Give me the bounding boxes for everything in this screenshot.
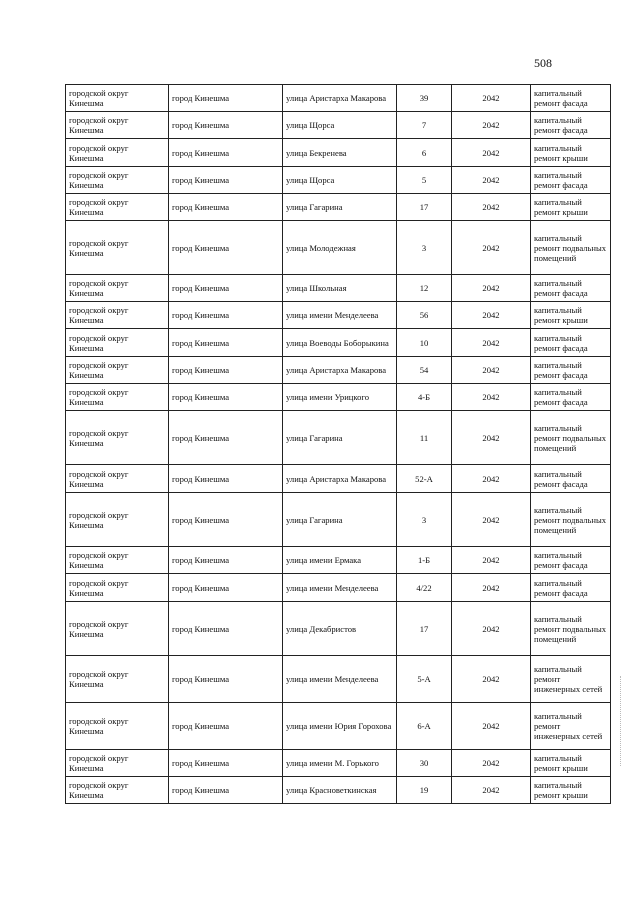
- cell-house-number: 30: [397, 750, 452, 777]
- table-row: [66, 357, 611, 384]
- cell-planned-year: 2042: [452, 656, 531, 703]
- cell-street: улица Гагарина: [283, 493, 397, 547]
- cell-settlement: город Кинешма: [169, 493, 283, 547]
- cell-work-type: капитальный ремонт инженерных сетей: [531, 656, 611, 703]
- table-row: [66, 493, 611, 547]
- table-row: [66, 465, 611, 493]
- cell-planned-year: 2042: [452, 411, 531, 465]
- cell-work-type: капитальный ремонт фасада: [531, 85, 611, 112]
- cell-planned-year: 2042: [452, 221, 531, 275]
- cell-house-number: 7: [397, 112, 452, 139]
- cell-planned-year: 2042: [452, 194, 531, 221]
- cell-settlement: город Кинешма: [169, 302, 283, 329]
- cell-work-type: капитальный ремонт подвальных помещений: [531, 493, 611, 547]
- cell-street: улица Щорса: [283, 112, 397, 139]
- cell-house-number: 54: [397, 357, 452, 384]
- cell-municipal-district: городской округ Кинешма: [66, 85, 169, 112]
- cell-work-type: капитальный ремонт крыши: [531, 777, 611, 804]
- cell-house-number: 56: [397, 302, 452, 329]
- table-row: [66, 411, 611, 465]
- cell-street: улица Гагарина: [283, 194, 397, 221]
- table-body: [66, 85, 611, 804]
- cell-house-number: 52-А: [397, 465, 452, 493]
- table-row: [66, 139, 611, 167]
- cell-settlement: город Кинешма: [169, 703, 283, 750]
- cell-house-number: 4-Б: [397, 384, 452, 411]
- cell-settlement: город Кинешма: [169, 547, 283, 574]
- cell-settlement: город Кинешма: [169, 221, 283, 275]
- cell-municipal-district: городской округ Кинешма: [66, 167, 169, 194]
- table-row: [66, 221, 611, 275]
- cell-street: улица имени Юрия Горохова: [283, 703, 397, 750]
- cell-street: улица Аристарха Макарова: [283, 85, 397, 112]
- cell-work-type: капитальный ремонт крыши: [531, 302, 611, 329]
- cell-municipal-district: городской округ Кинешма: [66, 112, 169, 139]
- cell-street: улица Красноветкинская: [283, 777, 397, 804]
- table-row: [66, 275, 611, 302]
- cell-settlement: город Кинешма: [169, 411, 283, 465]
- cell-work-type: капитальный ремонт фасада: [531, 329, 611, 357]
- cell-street: улица Аристарха Макарова: [283, 465, 397, 493]
- page-number: 508: [534, 56, 552, 70]
- table-row: [66, 112, 611, 139]
- cell-settlement: город Кинешма: [169, 656, 283, 703]
- cell-settlement: город Кинешма: [169, 602, 283, 656]
- cell-street: улица имени Менделеева: [283, 302, 397, 329]
- housing-repair-table: [65, 84, 611, 804]
- cell-municipal-district: городской округ Кинешма: [66, 275, 169, 302]
- cell-municipal-district: городской округ Кинешма: [66, 465, 169, 493]
- cell-work-type: капитальный ремонт фасада: [531, 167, 611, 194]
- cell-planned-year: 2042: [452, 302, 531, 329]
- table-row: [66, 547, 611, 574]
- table-row: [66, 384, 611, 411]
- cell-settlement: город Кинешма: [169, 85, 283, 112]
- cell-house-number: 5-А: [397, 656, 452, 703]
- margin-scan-marks: [620, 676, 625, 766]
- cell-settlement: город Кинешма: [169, 384, 283, 411]
- cell-house-number: 6-А: [397, 703, 452, 750]
- cell-municipal-district: городской округ Кинешма: [66, 194, 169, 221]
- cell-house-number: 6: [397, 139, 452, 167]
- cell-planned-year: 2042: [452, 329, 531, 357]
- cell-settlement: город Кинешма: [169, 329, 283, 357]
- cell-house-number: 17: [397, 194, 452, 221]
- cell-house-number: 1-Б: [397, 547, 452, 574]
- cell-settlement: город Кинешма: [169, 750, 283, 777]
- cell-municipal-district: городской округ Кинешма: [66, 777, 169, 804]
- cell-planned-year: 2042: [452, 85, 531, 112]
- cell-street: улица Аристарха Макарова: [283, 357, 397, 384]
- table-row: [66, 302, 611, 329]
- cell-house-number: 19: [397, 777, 452, 804]
- cell-house-number: 17: [397, 602, 452, 656]
- cell-street: улица Декабристов: [283, 602, 397, 656]
- cell-municipal-district: городской округ Кинешма: [66, 357, 169, 384]
- cell-work-type: капитальный ремонт крыши: [531, 750, 611, 777]
- cell-street: улица Гагарина: [283, 411, 397, 465]
- cell-settlement: город Кинешма: [169, 167, 283, 194]
- cell-planned-year: 2042: [452, 139, 531, 167]
- cell-work-type: капитальный ремонт подвальных помещений: [531, 411, 611, 465]
- cell-municipal-district: городской округ Кинешма: [66, 411, 169, 465]
- cell-settlement: город Кинешма: [169, 275, 283, 302]
- cell-street: улица имени М. Горького: [283, 750, 397, 777]
- cell-planned-year: 2042: [452, 465, 531, 493]
- cell-work-type: капитальный ремонт фасада: [531, 275, 611, 302]
- cell-planned-year: 2042: [452, 275, 531, 302]
- cell-settlement: город Кинешма: [169, 777, 283, 804]
- cell-work-type: капитальный ремонт фасада: [531, 574, 611, 602]
- table-row: [66, 703, 611, 750]
- cell-planned-year: 2042: [452, 384, 531, 411]
- table-row: [66, 194, 611, 221]
- cell-municipal-district: городской округ Кинешма: [66, 547, 169, 574]
- cell-settlement: город Кинешма: [169, 465, 283, 493]
- table-row: [66, 777, 611, 804]
- cell-planned-year: 2042: [452, 493, 531, 547]
- cell-work-type: капитальный ремонт фасада: [531, 112, 611, 139]
- cell-planned-year: 2042: [452, 777, 531, 804]
- cell-street: улица Щорса: [283, 167, 397, 194]
- cell-house-number: 5: [397, 167, 452, 194]
- table-row: [66, 574, 611, 602]
- cell-municipal-district: городской округ Кинешма: [66, 602, 169, 656]
- cell-work-type: капитальный ремонт подвальных помещений: [531, 602, 611, 656]
- cell-street: улица Молодежная: [283, 221, 397, 275]
- cell-work-type: капитальный ремонт подвальных помещений: [531, 221, 611, 275]
- cell-house-number: 4/22: [397, 574, 452, 602]
- cell-street: улица имени Менделеева: [283, 656, 397, 703]
- cell-house-number: 11: [397, 411, 452, 465]
- cell-work-type: капитальный ремонт фасада: [531, 465, 611, 493]
- cell-planned-year: 2042: [452, 167, 531, 194]
- cell-work-type: капитальный ремонт фасада: [531, 547, 611, 574]
- cell-municipal-district: городской округ Кинешма: [66, 139, 169, 167]
- cell-work-type: капитальный ремонт крыши: [531, 194, 611, 221]
- cell-house-number: 3: [397, 493, 452, 547]
- cell-municipal-district: городской округ Кинешма: [66, 703, 169, 750]
- cell-municipal-district: городской округ Кинешма: [66, 574, 169, 602]
- cell-municipal-district: городской округ Кинешма: [66, 384, 169, 411]
- cell-planned-year: 2042: [452, 112, 531, 139]
- cell-street: улица Бекренева: [283, 139, 397, 167]
- cell-street: улица имени Менделеева: [283, 574, 397, 602]
- cell-work-type: капитальный ремонт крыши: [531, 139, 611, 167]
- cell-street: улица имени Ермака: [283, 547, 397, 574]
- cell-street: улица имени Урицкого: [283, 384, 397, 411]
- cell-planned-year: 2042: [452, 574, 531, 602]
- cell-work-type: капитальный ремонт фасада: [531, 357, 611, 384]
- cell-municipal-district: городской округ Кинешма: [66, 750, 169, 777]
- cell-planned-year: 2042: [452, 357, 531, 384]
- table-row: [66, 750, 611, 777]
- cell-planned-year: 2042: [452, 703, 531, 750]
- cell-work-type: капитальный ремонт инженерных сетей: [531, 703, 611, 750]
- cell-municipal-district: городской округ Кинешма: [66, 221, 169, 275]
- cell-house-number: 39: [397, 85, 452, 112]
- cell-planned-year: 2042: [452, 602, 531, 656]
- cell-municipal-district: городской округ Кинешма: [66, 493, 169, 547]
- table-row: [66, 329, 611, 357]
- cell-municipal-district: городской округ Кинешма: [66, 329, 169, 357]
- cell-settlement: город Кинешма: [169, 139, 283, 167]
- cell-settlement: город Кинешма: [169, 574, 283, 602]
- cell-house-number: 3: [397, 221, 452, 275]
- cell-planned-year: 2042: [452, 547, 531, 574]
- cell-street: улица Школьная: [283, 275, 397, 302]
- table-row: [66, 602, 611, 656]
- cell-settlement: город Кинешма: [169, 357, 283, 384]
- cell-work-type: капитальный ремонт фасада: [531, 384, 611, 411]
- cell-settlement: город Кинешма: [169, 112, 283, 139]
- table-row: [66, 656, 611, 703]
- table-row: [66, 167, 611, 194]
- cell-municipal-district: городской округ Кинешма: [66, 302, 169, 329]
- cell-street: улица Воеводы Боборыкина: [283, 329, 397, 357]
- table-row: [66, 85, 611, 112]
- cell-settlement: город Кинешма: [169, 194, 283, 221]
- cell-planned-year: 2042: [452, 750, 531, 777]
- cell-house-number: 10: [397, 329, 452, 357]
- cell-municipal-district: городской округ Кинешма: [66, 656, 169, 703]
- cell-house-number: 12: [397, 275, 452, 302]
